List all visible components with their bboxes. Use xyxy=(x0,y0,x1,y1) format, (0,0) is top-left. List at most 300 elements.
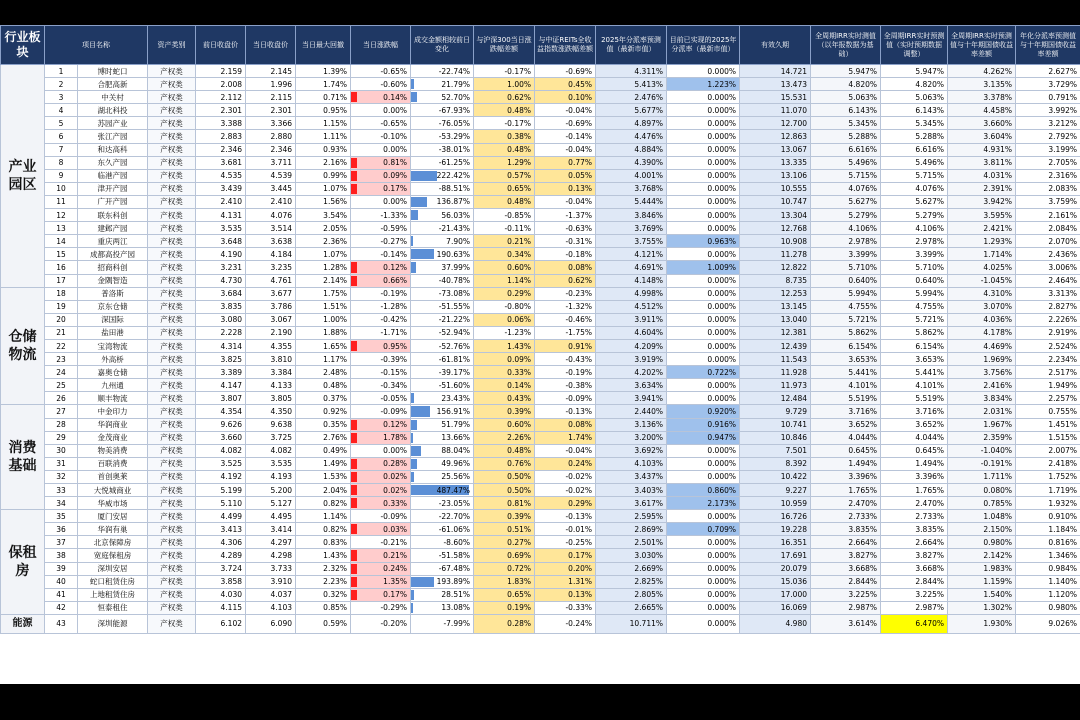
volume-bar xyxy=(411,603,413,613)
column-header-9: 与中证REITs全收益指数涨跌幅差额 xyxy=(535,26,596,65)
cell-16: 2.226% xyxy=(1016,313,1080,326)
volume-bar xyxy=(411,472,414,482)
cell-3: 4.192 xyxy=(196,470,246,483)
cell-7: -52.94% xyxy=(411,326,474,339)
cell-9: 0.62% xyxy=(535,274,596,287)
cell-3: 3.439 xyxy=(196,182,246,195)
cell-1: 厦门安居 xyxy=(78,510,148,523)
cell-9: 0.91% xyxy=(535,339,596,352)
cell-12: 4.980 xyxy=(740,614,811,633)
column-header-10: 2025年分派率预测值（最新市值） xyxy=(596,26,667,65)
cell-value: 49.96% xyxy=(441,459,470,469)
cell-7 xyxy=(411,601,474,614)
cell-5: 1.11% xyxy=(296,130,351,143)
cell-16: 1.949% xyxy=(1016,379,1080,392)
volume-bar xyxy=(411,79,414,89)
cell-15: 2.421% xyxy=(948,222,1016,235)
cell-4: 4.103 xyxy=(246,601,296,614)
cell-14: 3.225% xyxy=(881,588,948,601)
cell-8: 1.43% xyxy=(474,339,535,352)
cell-1: 普洛斯 xyxy=(78,287,148,300)
cell-3: 4.314 xyxy=(196,339,246,352)
cell-16: 2.517% xyxy=(1016,366,1080,379)
cell-14: 3.399% xyxy=(881,248,948,261)
table-row xyxy=(1,65,1080,78)
column-header-7: 成交金额相较前日变化 xyxy=(411,26,474,65)
cell-16: 0.791% xyxy=(1016,91,1080,104)
cell-7: -22.70% xyxy=(411,510,474,523)
cell-7 xyxy=(411,588,474,601)
cell-5: 0.95% xyxy=(296,104,351,117)
cell-11: 0.000% xyxy=(667,65,740,78)
cell-6 xyxy=(351,484,411,497)
cell-15: 4.025% xyxy=(948,261,1016,274)
cell-5: 0.71% xyxy=(296,91,351,104)
cell-13: 5.063% xyxy=(811,91,881,104)
cell-5: 1.88% xyxy=(296,326,351,339)
cell-1: 京东仓储 xyxy=(78,300,148,313)
cell-13: 5.279% xyxy=(811,209,881,222)
cell-value: 0.81% xyxy=(383,158,407,168)
cell-0: 22 xyxy=(45,339,78,352)
cell-11: 0.000% xyxy=(667,195,740,208)
cell-8: 0.39% xyxy=(474,405,535,418)
cell-6: -0.09% xyxy=(351,510,411,523)
table-row xyxy=(1,287,1080,300)
cell-8: 0.50% xyxy=(474,484,535,497)
cell-2: 产权类 xyxy=(148,339,196,352)
cell-12: 9.729 xyxy=(740,405,811,418)
cell-11: 0.000% xyxy=(667,575,740,588)
cell-3: 2.883 xyxy=(196,130,246,143)
cell-14: 5.710% xyxy=(881,261,948,274)
cell-14: 0.640% xyxy=(881,274,948,287)
volume-bar xyxy=(411,590,414,600)
cell-9: -0.24% xyxy=(535,614,596,633)
cell-7: -67.93% xyxy=(411,104,474,117)
cell-15: 2.150% xyxy=(948,523,1016,536)
cell-9: 0.77% xyxy=(535,156,596,169)
cell-value: 25.56% xyxy=(441,472,470,482)
cell-8: 0.19% xyxy=(474,601,535,614)
cell-7: -73.08% xyxy=(411,287,474,300)
cell-16: 2.705% xyxy=(1016,156,1080,169)
cell-3: 4.730 xyxy=(196,274,246,287)
cell-value: 0.09% xyxy=(383,171,407,181)
table-row xyxy=(1,510,1080,523)
cell-5: 0.48% xyxy=(296,379,351,392)
sector-label: 产业园区 xyxy=(1,65,45,288)
cell-value: 0.17% xyxy=(383,590,407,600)
cell-10: 3.030% xyxy=(596,549,667,562)
cell-3: 4.289 xyxy=(196,549,246,562)
cell-15: 4.036% xyxy=(948,313,1016,326)
cell-6: -0.65% xyxy=(351,65,411,78)
cell-16: 0.980% xyxy=(1016,601,1080,614)
cell-14: 3.835% xyxy=(881,523,948,536)
cell-2: 产权类 xyxy=(148,156,196,169)
cell-0: 39 xyxy=(45,562,78,575)
change-bar xyxy=(351,276,357,286)
cell-15: 3.942% xyxy=(948,195,1016,208)
cell-2: 产权类 xyxy=(148,510,196,523)
cell-14: 5.715% xyxy=(881,169,948,182)
cell-8: 0.21% xyxy=(474,235,535,248)
table-row xyxy=(1,130,1080,143)
cell-3: 4.082 xyxy=(196,444,246,457)
cell-5: 0.59% xyxy=(296,614,351,633)
cell-14: 4.106% xyxy=(881,222,948,235)
cell-9: -0.69% xyxy=(535,65,596,78)
cell-11: 0.000% xyxy=(667,104,740,117)
cell-0: 10 xyxy=(45,182,78,195)
cell-12: 12.381 xyxy=(740,326,811,339)
table-row xyxy=(1,313,1080,326)
cell-10: 4.998% xyxy=(596,287,667,300)
cell-8: 1.14% xyxy=(474,274,535,287)
cell-12: 15.531 xyxy=(740,91,811,104)
cell-9: -0.02% xyxy=(535,470,596,483)
cell-8: -0.85% xyxy=(474,209,535,222)
cell-3: 3.858 xyxy=(196,575,246,588)
cell-9: 0.20% xyxy=(535,562,596,575)
cell-15: 1.159% xyxy=(948,575,1016,588)
cell-6: -0.21% xyxy=(351,536,411,549)
cell-8: 1.29% xyxy=(474,156,535,169)
cell-2: 产权类 xyxy=(148,601,196,614)
cell-4: 5.200 xyxy=(246,484,296,497)
cell-value: 37.99% xyxy=(441,262,470,272)
cell-16: 0.816% xyxy=(1016,536,1080,549)
cell-13: 4.044% xyxy=(811,431,881,444)
cell-4: 2.190 xyxy=(246,326,296,339)
cell-0: 13 xyxy=(45,222,78,235)
cell-7: -67.48% xyxy=(411,562,474,575)
cell-12: 10.908 xyxy=(740,235,811,248)
cell-13: 4.755% xyxy=(811,300,881,313)
cell-4: 3.733 xyxy=(246,562,296,575)
cell-4: 4.350 xyxy=(246,405,296,418)
cell-value: 28.51% xyxy=(441,590,470,600)
table-row xyxy=(1,575,1080,588)
cell-10: 3.136% xyxy=(596,418,667,431)
cell-3: 4.499 xyxy=(196,510,246,523)
cell-6: -0.42% xyxy=(351,313,411,326)
cell-15: 0.980% xyxy=(948,536,1016,549)
cell-16: 3.212% xyxy=(1016,117,1080,130)
cell-16: 1.120% xyxy=(1016,588,1080,601)
cell-16: 2.524% xyxy=(1016,339,1080,352)
cell-15: 3.595% xyxy=(948,209,1016,222)
cell-11: 0.963% xyxy=(667,235,740,248)
cell-6: 0.00% xyxy=(351,104,411,117)
cell-8: 2.26% xyxy=(474,431,535,444)
cell-6 xyxy=(351,588,411,601)
cell-16: 2.161% xyxy=(1016,209,1080,222)
cell-1: 大悦城商业 xyxy=(78,484,148,497)
volume-bar xyxy=(411,210,418,220)
cell-11: 0.000% xyxy=(667,379,740,392)
cell-0: 1 xyxy=(45,65,78,78)
table-row xyxy=(1,366,1080,379)
cell-3: 4.131 xyxy=(196,209,246,222)
cell-13: 5.345% xyxy=(811,117,881,130)
cell-16: 2.827% xyxy=(1016,300,1080,313)
cell-16: 1.140% xyxy=(1016,575,1080,588)
cell-11: 0.000% xyxy=(667,549,740,562)
cell-5: 1.75% xyxy=(296,287,351,300)
cell-8: 0.29% xyxy=(474,287,535,300)
volume-bar xyxy=(411,393,414,403)
cell-11: 0.722% xyxy=(667,366,740,379)
column-header-12: 有效久期 xyxy=(740,26,811,65)
cell-5: 2.32% xyxy=(296,562,351,575)
cell-4: 4.193 xyxy=(246,470,296,483)
cell-9: -0.04% xyxy=(535,104,596,117)
table-row xyxy=(1,523,1080,536)
cell-0: 12 xyxy=(45,209,78,222)
change-bar xyxy=(351,184,357,194)
cell-6: -1.28% xyxy=(351,300,411,313)
cell-16: 2.007% xyxy=(1016,444,1080,457)
cell-0: 42 xyxy=(45,601,78,614)
cell-2: 产权类 xyxy=(148,287,196,300)
cell-8: 0.69% xyxy=(474,549,535,562)
cell-11: 0.000% xyxy=(667,457,740,470)
cell-value: 0.02% xyxy=(383,485,407,495)
cell-13: 4.076% xyxy=(811,182,881,195)
cell-4: 1.996 xyxy=(246,78,296,91)
cell-13: 3.399% xyxy=(811,248,881,261)
cell-5: 1.74% xyxy=(296,78,351,91)
table-row xyxy=(1,104,1080,117)
cell-3: 3.660 xyxy=(196,431,246,444)
cell-5: 2.14% xyxy=(296,274,351,287)
cell-9: 0.08% xyxy=(535,418,596,431)
cell-2: 产权类 xyxy=(148,104,196,117)
column-header-2: 资产类别 xyxy=(148,26,196,65)
cell-12: 12.253 xyxy=(740,287,811,300)
change-bar xyxy=(351,498,357,508)
cell-4: 3.638 xyxy=(246,235,296,248)
cell-1: 湖北科投 xyxy=(78,104,148,117)
cell-7 xyxy=(411,169,474,182)
table-row xyxy=(1,274,1080,287)
cell-9: 0.08% xyxy=(535,261,596,274)
cell-value: 0.21% xyxy=(383,551,407,561)
cell-11: 0.000% xyxy=(667,444,740,457)
cell-4: 3.805 xyxy=(246,392,296,405)
cell-16: 2.084% xyxy=(1016,222,1080,235)
cell-7: -23.05% xyxy=(411,497,474,510)
cell-14: 6.154% xyxy=(881,339,948,352)
cell-7: -40.78% xyxy=(411,274,474,287)
cell-2: 产权类 xyxy=(148,497,196,510)
cell-15: 0.785% xyxy=(948,497,1016,510)
cell-1: 联东科创 xyxy=(78,209,148,222)
cell-6 xyxy=(351,431,411,444)
table-row xyxy=(1,601,1080,614)
cell-14: 5.496% xyxy=(881,156,948,169)
column-header-0: 行业板块 xyxy=(1,26,45,65)
cell-8: -0.17% xyxy=(474,65,535,78)
cell-4: 6.090 xyxy=(246,614,296,633)
cell-10: 4.209% xyxy=(596,339,667,352)
cell-2: 产权类 xyxy=(148,78,196,91)
cell-9: -0.13% xyxy=(535,405,596,418)
cell-11: 0.000% xyxy=(667,169,740,182)
cell-2: 产权类 xyxy=(148,575,196,588)
cell-9: -0.02% xyxy=(535,484,596,497)
cell-4: 4.539 xyxy=(246,169,296,182)
cell-13: 2.987% xyxy=(811,601,881,614)
cell-2: 产权类 xyxy=(148,169,196,182)
cell-0: 43 xyxy=(45,614,78,633)
cell-4: 4.495 xyxy=(246,510,296,523)
cell-9: 0.13% xyxy=(535,588,596,601)
cell-15: 3.070% xyxy=(948,300,1016,313)
cell-1: 东久产园 xyxy=(78,156,148,169)
cell-0: 15 xyxy=(45,248,78,261)
table-row xyxy=(1,143,1080,156)
cell-3: 2.159 xyxy=(196,65,246,78)
cell-16: 0.984% xyxy=(1016,562,1080,575)
table-row xyxy=(1,457,1080,470)
cell-5: 0.83% xyxy=(296,536,351,549)
cell-0: 5 xyxy=(45,117,78,130)
cell-16: 1.451% xyxy=(1016,418,1080,431)
cell-2: 产权类 xyxy=(148,182,196,195)
cell-13: 3.396% xyxy=(811,470,881,483)
cell-12: 13.304 xyxy=(740,209,811,222)
cell-16: 2.792% xyxy=(1016,130,1080,143)
cell-1: 顺丰物流 xyxy=(78,392,148,405)
cell-11: 0.000% xyxy=(667,536,740,549)
cell-8: -0.17% xyxy=(474,117,535,130)
cell-10: 3.846% xyxy=(596,209,667,222)
cell-14: 2.733% xyxy=(881,510,948,523)
cell-3: 3.835 xyxy=(196,300,246,313)
cell-3: 4.190 xyxy=(196,248,246,261)
cell-1: 北京保障房 xyxy=(78,536,148,549)
cell-7: -88.51% xyxy=(411,182,474,195)
cell-6 xyxy=(351,418,411,431)
cell-16: 2.316% xyxy=(1016,169,1080,182)
cell-15: 2.031% xyxy=(948,405,1016,418)
cell-1: 金茂商业 xyxy=(78,431,148,444)
cell-2: 产权类 xyxy=(148,366,196,379)
cell-10: 4.311% xyxy=(596,65,667,78)
cell-14: 5.721% xyxy=(881,313,948,326)
cell-15: 0.080% xyxy=(948,484,1016,497)
cell-7 xyxy=(411,444,474,457)
cell-15: 1.930% xyxy=(948,614,1016,633)
cell-1: 张江产园 xyxy=(78,130,148,143)
cell-value: 0.28% xyxy=(383,459,407,469)
cell-13: 2.844% xyxy=(811,575,881,588)
cell-12: 19.228 xyxy=(740,523,811,536)
cell-14: 6.470% xyxy=(881,614,948,633)
cell-4: 4.297 xyxy=(246,536,296,549)
cell-15: 1.293% xyxy=(948,235,1016,248)
table-body xyxy=(1,65,1080,634)
cell-13: 5.627% xyxy=(811,195,881,208)
cell-4: 4.037 xyxy=(246,588,296,601)
cell-13: 2.978% xyxy=(811,235,881,248)
cell-14: 4.101% xyxy=(881,379,948,392)
cell-11: 2.173% xyxy=(667,497,740,510)
table-row xyxy=(1,195,1080,208)
cell-16: 3.729% xyxy=(1016,78,1080,91)
cell-11: 0.000% xyxy=(667,222,740,235)
cell-3: 4.354 xyxy=(196,405,246,418)
cell-14: 3.827% xyxy=(881,549,948,562)
cell-7 xyxy=(411,457,474,470)
cell-10: 2.805% xyxy=(596,588,667,601)
cell-2: 产权类 xyxy=(148,353,196,366)
cell-3: 3.388 xyxy=(196,117,246,130)
cell-9: -0.23% xyxy=(535,287,596,300)
cell-11: 0.000% xyxy=(667,562,740,575)
cell-6: 0.00% xyxy=(351,143,411,156)
cell-14: 3.653% xyxy=(881,353,948,366)
cell-11: 0.947% xyxy=(667,431,740,444)
cell-2: 产权类 xyxy=(148,274,196,287)
cell-5: 2.76% xyxy=(296,431,351,444)
cell-9: -0.19% xyxy=(535,366,596,379)
cell-8: 0.60% xyxy=(474,418,535,431)
cell-1: 上地租赁住房 xyxy=(78,588,148,601)
cell-10: 2.476% xyxy=(596,91,667,104)
cell-7: -7.99% xyxy=(411,614,474,633)
cell-14: 0.645% xyxy=(881,444,948,457)
cell-10: 2.669% xyxy=(596,562,667,575)
cell-12: 16.069 xyxy=(740,601,811,614)
cell-9: -0.69% xyxy=(535,117,596,130)
cell-value: 222.42% xyxy=(436,171,470,181)
table-row xyxy=(1,470,1080,483)
cell-value: 0.12% xyxy=(383,420,407,430)
cell-1: 合肥高新 xyxy=(78,78,148,91)
cell-value: 13.08% xyxy=(441,603,470,613)
change-bar xyxy=(351,524,357,534)
cell-1: 成都高投产园 xyxy=(78,248,148,261)
cell-1: 深圳能源 xyxy=(78,614,148,633)
cell-8: 0.60% xyxy=(474,261,535,274)
cell-6: -0.09% xyxy=(351,405,411,418)
cell-16: 3.759% xyxy=(1016,195,1080,208)
cell-0: 4 xyxy=(45,104,78,117)
cell-14: 5.627% xyxy=(881,195,948,208)
volume-bar xyxy=(411,459,417,469)
cell-10: 2.869% xyxy=(596,523,667,536)
cell-9: 1.31% xyxy=(535,575,596,588)
cell-10: 4.512% xyxy=(596,300,667,313)
cell-11: 0.000% xyxy=(667,209,740,222)
cell-3: 3.825 xyxy=(196,353,246,366)
cell-8: 0.43% xyxy=(474,392,535,405)
cell-12: 17.000 xyxy=(740,588,811,601)
cell-value: 193.89% xyxy=(436,577,470,587)
change-bar xyxy=(351,564,357,574)
cell-11: 0.000% xyxy=(667,470,740,483)
cell-0: 40 xyxy=(45,575,78,588)
cell-14: 5.519% xyxy=(881,392,948,405)
cell-3: 4.306 xyxy=(196,536,246,549)
cell-1: 临港产园 xyxy=(78,169,148,182)
cell-9: -1.32% xyxy=(535,300,596,313)
volume-bar xyxy=(411,262,416,272)
